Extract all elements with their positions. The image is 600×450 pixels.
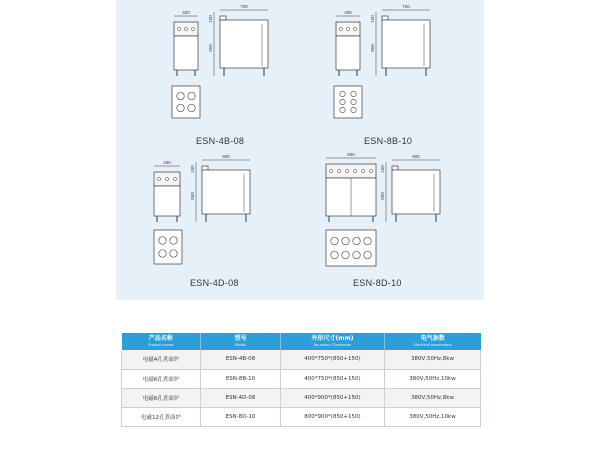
model-label-esn-4d-08: ESN-4D-08 bbox=[190, 278, 239, 288]
header-sublabel: Product name bbox=[148, 343, 174, 347]
hob-top-view bbox=[172, 86, 200, 118]
header-sublabel: Electrical parameters bbox=[413, 343, 452, 347]
technical-drawing-panel bbox=[116, 0, 484, 300]
side-body bbox=[220, 20, 268, 68]
height-dimension-label: 850 bbox=[208, 44, 213, 52]
burner-ring bbox=[188, 104, 195, 111]
cell-model: ESN-4D-08 bbox=[201, 388, 281, 407]
control-knob bbox=[184, 27, 187, 30]
burner-ring bbox=[364, 237, 371, 244]
burner-ring bbox=[351, 107, 356, 112]
hob-top-view bbox=[154, 230, 182, 264]
control-knob bbox=[337, 169, 340, 172]
control-knob bbox=[369, 169, 372, 172]
burner-ring bbox=[351, 91, 356, 96]
burner-ring bbox=[364, 251, 371, 258]
height-dimension-label: 850 bbox=[380, 192, 385, 200]
control-knob bbox=[361, 169, 364, 172]
burner-ring bbox=[177, 92, 184, 99]
backsplash bbox=[392, 166, 398, 170]
burner-ring bbox=[177, 104, 184, 111]
control-knob bbox=[329, 169, 332, 172]
table-row bbox=[122, 350, 481, 369]
height-dimension-label: 850 bbox=[190, 192, 195, 200]
burner-ring bbox=[353, 251, 360, 258]
control-knob bbox=[191, 27, 194, 30]
cell-dimension: 400*900*(850+150) bbox=[281, 388, 385, 407]
header-model bbox=[201, 333, 281, 350]
header-sublabel: Boundary Dimension bbox=[313, 343, 352, 347]
burner-ring bbox=[170, 237, 177, 244]
height-dimension-label: 850 bbox=[370, 44, 375, 52]
burner-ring bbox=[159, 250, 166, 257]
hob-top-view bbox=[334, 86, 362, 118]
side-body bbox=[202, 170, 250, 214]
front-width-dimension-label: 400 bbox=[344, 10, 352, 15]
upper-dimension-label: 150 bbox=[208, 15, 213, 23]
burner-ring bbox=[342, 237, 349, 244]
specification-table bbox=[121, 333, 481, 427]
control-panel bbox=[326, 164, 376, 178]
side-depth-dimension-label: 750 bbox=[402, 4, 410, 9]
burner-ring bbox=[159, 237, 166, 244]
control-knob bbox=[353, 27, 356, 30]
header-product-name bbox=[122, 333, 201, 350]
table-header-row bbox=[122, 333, 481, 350]
cell-product-name: 电磁4孔煮面炉 bbox=[122, 350, 201, 369]
header-label: 型号 bbox=[234, 335, 247, 342]
header-label: 电气参数 bbox=[420, 335, 445, 342]
cell-model: ESN-8D-10 bbox=[201, 407, 281, 426]
cell-product-name: 电磁6孔煮面炉 bbox=[122, 369, 201, 388]
side-depth-dimension-label: 750 bbox=[240, 4, 248, 9]
burner-ring bbox=[331, 251, 338, 258]
control-knob bbox=[339, 27, 342, 30]
upper-dimension-label: 150 bbox=[190, 165, 195, 173]
table-row bbox=[122, 407, 481, 426]
cabinet-body bbox=[154, 186, 180, 216]
side-body bbox=[382, 20, 430, 68]
cell-electrical: 380V,50Hz,8kw bbox=[385, 350, 481, 369]
cell-dimension: 400*750*(850+150) bbox=[281, 350, 385, 369]
cell-dimension: 800*900*(850+150) bbox=[281, 407, 385, 426]
backsplash bbox=[220, 16, 226, 20]
cell-product-name: 电磁12孔煮面炉 bbox=[122, 407, 201, 426]
upper-dimension-label: 150 bbox=[370, 15, 375, 23]
header-label: 产品名称 bbox=[148, 335, 173, 342]
control-knob bbox=[165, 177, 168, 180]
control-knob bbox=[177, 27, 180, 30]
hob-top-view bbox=[326, 230, 376, 266]
control-knob bbox=[346, 27, 349, 30]
burner-ring bbox=[351, 99, 356, 104]
front-width-dimension-label: 800 bbox=[347, 152, 355, 157]
front-width-dimension-label: 400 bbox=[163, 160, 171, 165]
upper-dimension-label: 150 bbox=[380, 165, 385, 173]
burner-ring bbox=[188, 92, 195, 99]
side-depth-dimension-label: 900 bbox=[222, 154, 230, 159]
cell-electrical: 380V,50Hz,10kw bbox=[385, 407, 481, 426]
model-label-esn-8b-10: ESN-8B-10 bbox=[364, 136, 413, 146]
cabinet-body bbox=[336, 36, 360, 70]
burner-ring bbox=[353, 237, 360, 244]
burner-ring bbox=[331, 237, 338, 244]
burner-ring bbox=[342, 251, 349, 258]
cell-electrical: 380V,50Hz,8kw bbox=[385, 388, 481, 407]
technical-drawings bbox=[116, 0, 484, 300]
cell-dimension: 400*750*(850+150) bbox=[281, 369, 385, 388]
control-knob bbox=[345, 169, 348, 172]
cell-model: ESN-8B-10 bbox=[201, 369, 281, 388]
header-electrical bbox=[385, 333, 481, 350]
table-row bbox=[122, 369, 481, 388]
header-dimension bbox=[281, 333, 385, 350]
backsplash bbox=[202, 166, 208, 170]
cell-model: ESN-4B-08 bbox=[201, 350, 281, 369]
cabinet-body bbox=[174, 36, 198, 70]
cell-product-name: 电磁6孔煮面炉 bbox=[122, 388, 201, 407]
model-label-esn-4b-08: ESN-4B-08 bbox=[196, 136, 245, 146]
header-sublabel: Model bbox=[235, 343, 246, 347]
burner-ring bbox=[170, 250, 177, 257]
header-label: 外形尺寸(mm) bbox=[311, 335, 354, 342]
burner-ring bbox=[340, 107, 345, 112]
burner-ring bbox=[340, 91, 345, 96]
control-knob bbox=[157, 177, 160, 180]
control-knob bbox=[173, 177, 176, 180]
front-width-dimension-label: 400 bbox=[182, 10, 190, 15]
model-label-esn-8d-10: ESN-8D-10 bbox=[353, 278, 402, 288]
table-row bbox=[122, 388, 481, 407]
side-body bbox=[392, 170, 440, 214]
backsplash bbox=[382, 16, 388, 20]
control-knob bbox=[353, 169, 356, 172]
cell-electrical: 380V,50Hz,10kw bbox=[385, 369, 481, 388]
burner-ring bbox=[340, 99, 345, 104]
side-depth-dimension-label: 900 bbox=[412, 154, 420, 159]
